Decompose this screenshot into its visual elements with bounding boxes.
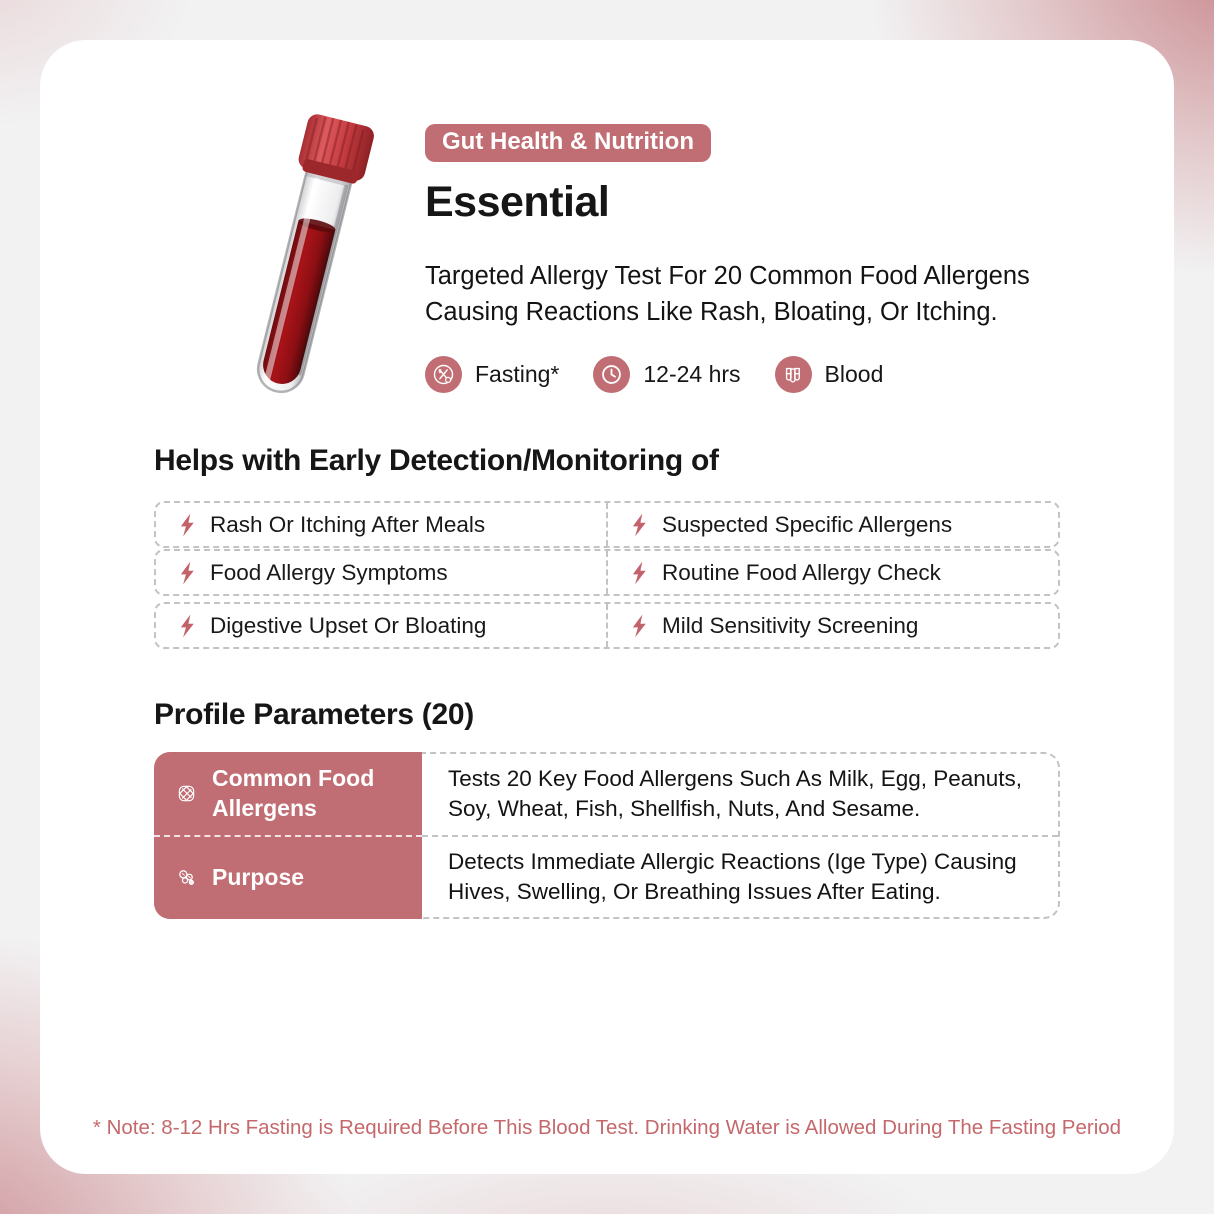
parameter-value-cell: [422, 835, 1058, 917]
parameter-value: Tests 20 Key Food Allergens Such As Milk, Egg, Peanuts, Soy, Wheat, Fish, Shellfish, Nuts, And Sesame.: [448, 766, 1023, 822]
detection-item: Routine Food Allergy Check: [606, 551, 1058, 594]
bolt-icon: [178, 614, 196, 638]
allergens-icon: [176, 783, 197, 804]
meta-fasting: [425, 356, 559, 393]
hero-section: [425, 124, 1165, 393]
detection-item: Rash Or Itching After Meals: [156, 503, 606, 546]
bolt-icon: [178, 561, 196, 585]
parameters-table: [154, 752, 1060, 919]
parameter-name: Purpose: [212, 864, 305, 891]
test-title: Essential: [425, 178, 610, 226]
meta-fasting-label: Fasting*: [475, 361, 560, 388]
meta-duration: [593, 356, 740, 393]
fasting-footnote: * Note: 8-12 Hrs Fasting is Required Before This Blood Test. Drinking Water is Allowed During The Fasting Period: [92, 1116, 1122, 1139]
purpose-icon: [176, 867, 197, 888]
parameter-name-cell: [154, 752, 422, 835]
blood-test-tube-image: [198, 100, 416, 430]
blood-sample-icon: [775, 356, 812, 393]
meta-sample: [775, 356, 884, 393]
meta-duration-label: 12-24 hrs: [643, 361, 741, 388]
clock-icon: [593, 356, 630, 393]
test-description: Targeted Allergy Test For 20 Common Food Allergens Causing Reactions Like Rash, Bloating, Or Itching.: [425, 262, 1030, 326]
detection-row: [154, 602, 1060, 649]
detection-row: [154, 549, 1060, 596]
parameters-heading: Profile Parameters (20): [154, 698, 474, 731]
test-meta-row: [425, 356, 1165, 393]
parameter-value: Detects Immediate Allergic Reactions (Ige Type) Causing Hives, Swelling, Or Breathing Issues After Eating.: [448, 848, 1017, 904]
detection-item: Food Allergy Symptoms: [156, 551, 606, 594]
bolt-icon: [630, 561, 648, 585]
detection-grid: [154, 501, 1060, 649]
parameter-value-cell: [422, 754, 1058, 835]
bolt-icon: [630, 614, 648, 638]
parameter-name: Common Food Allergens: [212, 765, 375, 822]
parameter-row: [156, 754, 1058, 835]
detection-row: [154, 501, 1060, 548]
detection-item: Suspected Specific Allergens: [606, 503, 1058, 546]
detection-item: Mild Sensitivity Screening: [606, 604, 1058, 647]
category-badge: Gut Health & Nutrition: [425, 124, 711, 162]
bolt-icon: [178, 513, 196, 537]
fasting-icon: [425, 356, 462, 393]
detection-heading: Helps with Early Detection/Monitoring of: [154, 444, 719, 477]
meta-sample-label: Blood: [824, 361, 884, 388]
bolt-icon: [630, 513, 648, 537]
detection-item: Digestive Upset Or Bloating: [156, 604, 606, 647]
info-card: [40, 40, 1174, 1174]
parameter-row: [156, 835, 1058, 917]
parameter-name-cell: [154, 835, 422, 919]
